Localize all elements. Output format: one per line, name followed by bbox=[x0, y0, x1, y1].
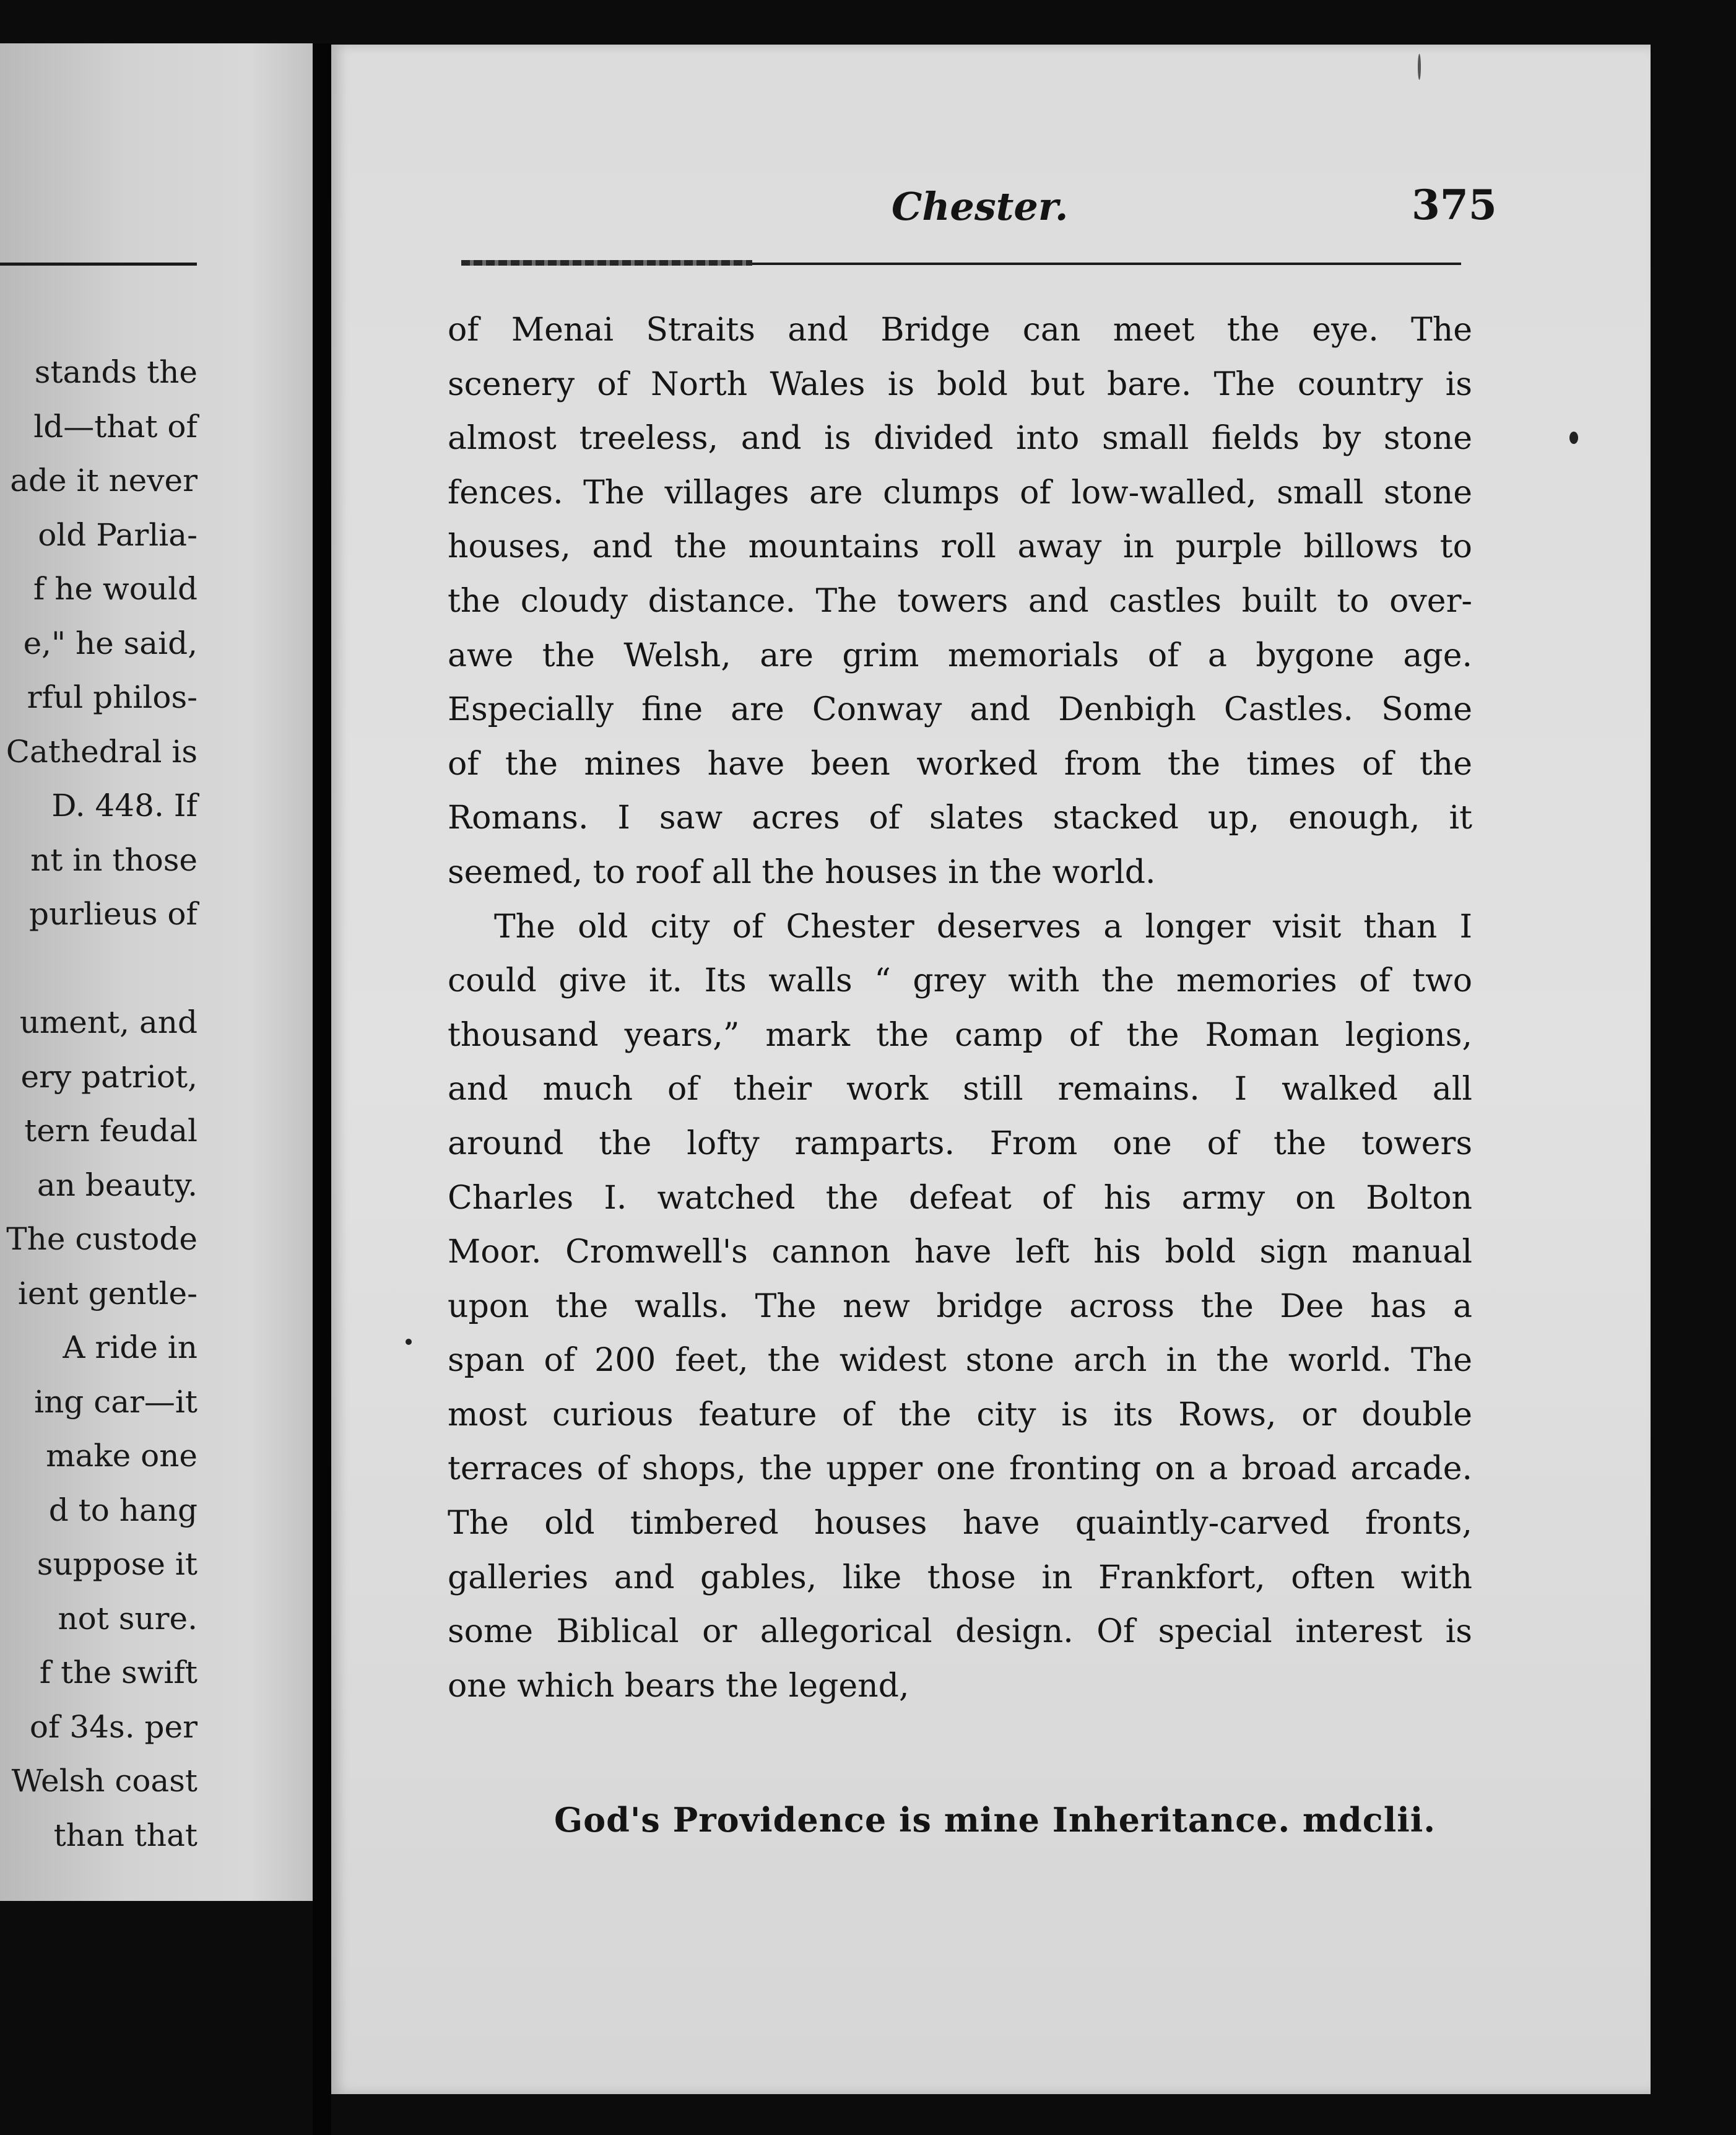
left-line: nt in those bbox=[30, 841, 197, 878]
body-line: and much of their work still remains. I walked all bbox=[448, 1071, 1472, 1108]
body-line: seemed, to roof all the houses in the world. bbox=[448, 853, 1156, 891]
left-line: f the swift bbox=[39, 1655, 197, 1690]
running-head: Chester. bbox=[892, 184, 1069, 229]
body-line: Especially fine are Conway and Denbigh Castles. Some bbox=[448, 691, 1472, 729]
left-line: ery patriot, bbox=[20, 1058, 197, 1095]
head-rule bbox=[461, 263, 1461, 265]
body-line: almost treeless, and is divided into small fields by stone bbox=[448, 420, 1472, 458]
left-line: e," he said, bbox=[23, 625, 197, 661]
left-line: ument, and bbox=[19, 1004, 197, 1040]
left-line: than that bbox=[53, 1817, 197, 1853]
left-paragraph-gap bbox=[6, 942, 197, 996]
body-line: awe the Welsh, are grim memorials of a bygone age. bbox=[448, 637, 1472, 674]
left-line: rful philos- bbox=[27, 679, 197, 715]
left-line: Welsh coast bbox=[11, 1763, 197, 1799]
body-line: Charles I. watched the defeat of his army on Bolton bbox=[448, 1179, 1472, 1217]
page-number: 375 bbox=[1412, 181, 1497, 229]
body-line: Moor. Cromwell's cannon have left his bold sign manual bbox=[448, 1233, 1472, 1271]
body-line: of the mines have been worked from the times of the bbox=[448, 745, 1472, 783]
body-line: could give it. Its walls “ grey with the memories of two bbox=[448, 962, 1472, 1000]
body-line: The old timbered houses have quaintly-carved fronts, bbox=[448, 1505, 1472, 1542]
left-page-text bbox=[6, 346, 197, 1863]
left-line: ld—that of bbox=[33, 408, 197, 445]
body-line: thousand years,” mark the camp of the Roman legions, bbox=[448, 1016, 1472, 1054]
body-line: one which bears the legend, bbox=[448, 1667, 909, 1705]
left-page-fragment bbox=[0, 43, 313, 1901]
left-line: suppose it bbox=[37, 1546, 197, 1582]
left-line: f he would bbox=[33, 571, 197, 607]
ink-speck bbox=[1418, 54, 1421, 80]
body-line: of Menai Straits and Bridge can meet the eye. The bbox=[448, 311, 1472, 349]
book-gutter bbox=[313, 43, 331, 2135]
left-line: ient gentle- bbox=[17, 1275, 197, 1311]
body-line: span of 200 feet, the widest stone arch in the world. The bbox=[448, 1342, 1472, 1380]
left-line: tern feudal bbox=[24, 1113, 197, 1149]
left-line: The custode bbox=[6, 1221, 197, 1257]
body-line: scenery of North Wales is bold but bare. The country is bbox=[448, 365, 1472, 403]
left-line: d to hang bbox=[48, 1492, 197, 1528]
ink-speck bbox=[1569, 432, 1578, 444]
left-line: Cathedral is bbox=[6, 733, 197, 770]
left-line: ade it never bbox=[10, 463, 197, 498]
blackletter-legend: God's Providence is mine Inheritance. mdclii. bbox=[554, 1800, 1436, 1840]
left-line: purlieus of bbox=[28, 896, 197, 932]
body-line: the cloudy distance. The towers and castles built to over- bbox=[448, 582, 1472, 620]
right-page bbox=[331, 45, 1651, 2094]
body-text bbox=[448, 303, 1472, 1713]
left-line: old Parlia- bbox=[38, 516, 197, 553]
body-line: fences. The villages are clumps of low-walled, small stone bbox=[448, 474, 1472, 511]
body-line: galleries and gables, like those in Frankfort, often with bbox=[448, 1559, 1472, 1596]
ink-speck bbox=[406, 1339, 412, 1345]
left-line: D. 448. If bbox=[51, 788, 197, 824]
body-line: terraces of shops, the upper one fronting on a broad arcade. bbox=[448, 1450, 1472, 1488]
body-line: some Biblical or allegorical design. Of special interest is bbox=[448, 1613, 1472, 1651]
left-line: A ride in bbox=[63, 1329, 197, 1365]
left-line: stands the bbox=[34, 354, 197, 390]
left-line: ing car—it bbox=[34, 1383, 197, 1420]
body-line: around the lofty ramparts. From one of the towers bbox=[448, 1124, 1472, 1162]
left-line: make one bbox=[46, 1438, 197, 1474]
body-line: most curious feature of the city is its Rows, or double bbox=[448, 1396, 1472, 1433]
body-line: upon the walls. The new bridge across the Dee has a bbox=[448, 1287, 1472, 1325]
body-line: houses, and the mountains roll away in purple billows to bbox=[448, 528, 1472, 566]
left-page-head-rule bbox=[0, 263, 197, 266]
body-line: The old city of Chester deserves a longer visit than I bbox=[494, 908, 1472, 946]
left-line: not sure. bbox=[58, 1600, 197, 1637]
left-line: an beauty. bbox=[37, 1167, 197, 1203]
left-line: of 34s. per bbox=[29, 1708, 197, 1745]
body-line: Romans. I saw acres of slates stacked up, enough, it bbox=[448, 799, 1472, 837]
